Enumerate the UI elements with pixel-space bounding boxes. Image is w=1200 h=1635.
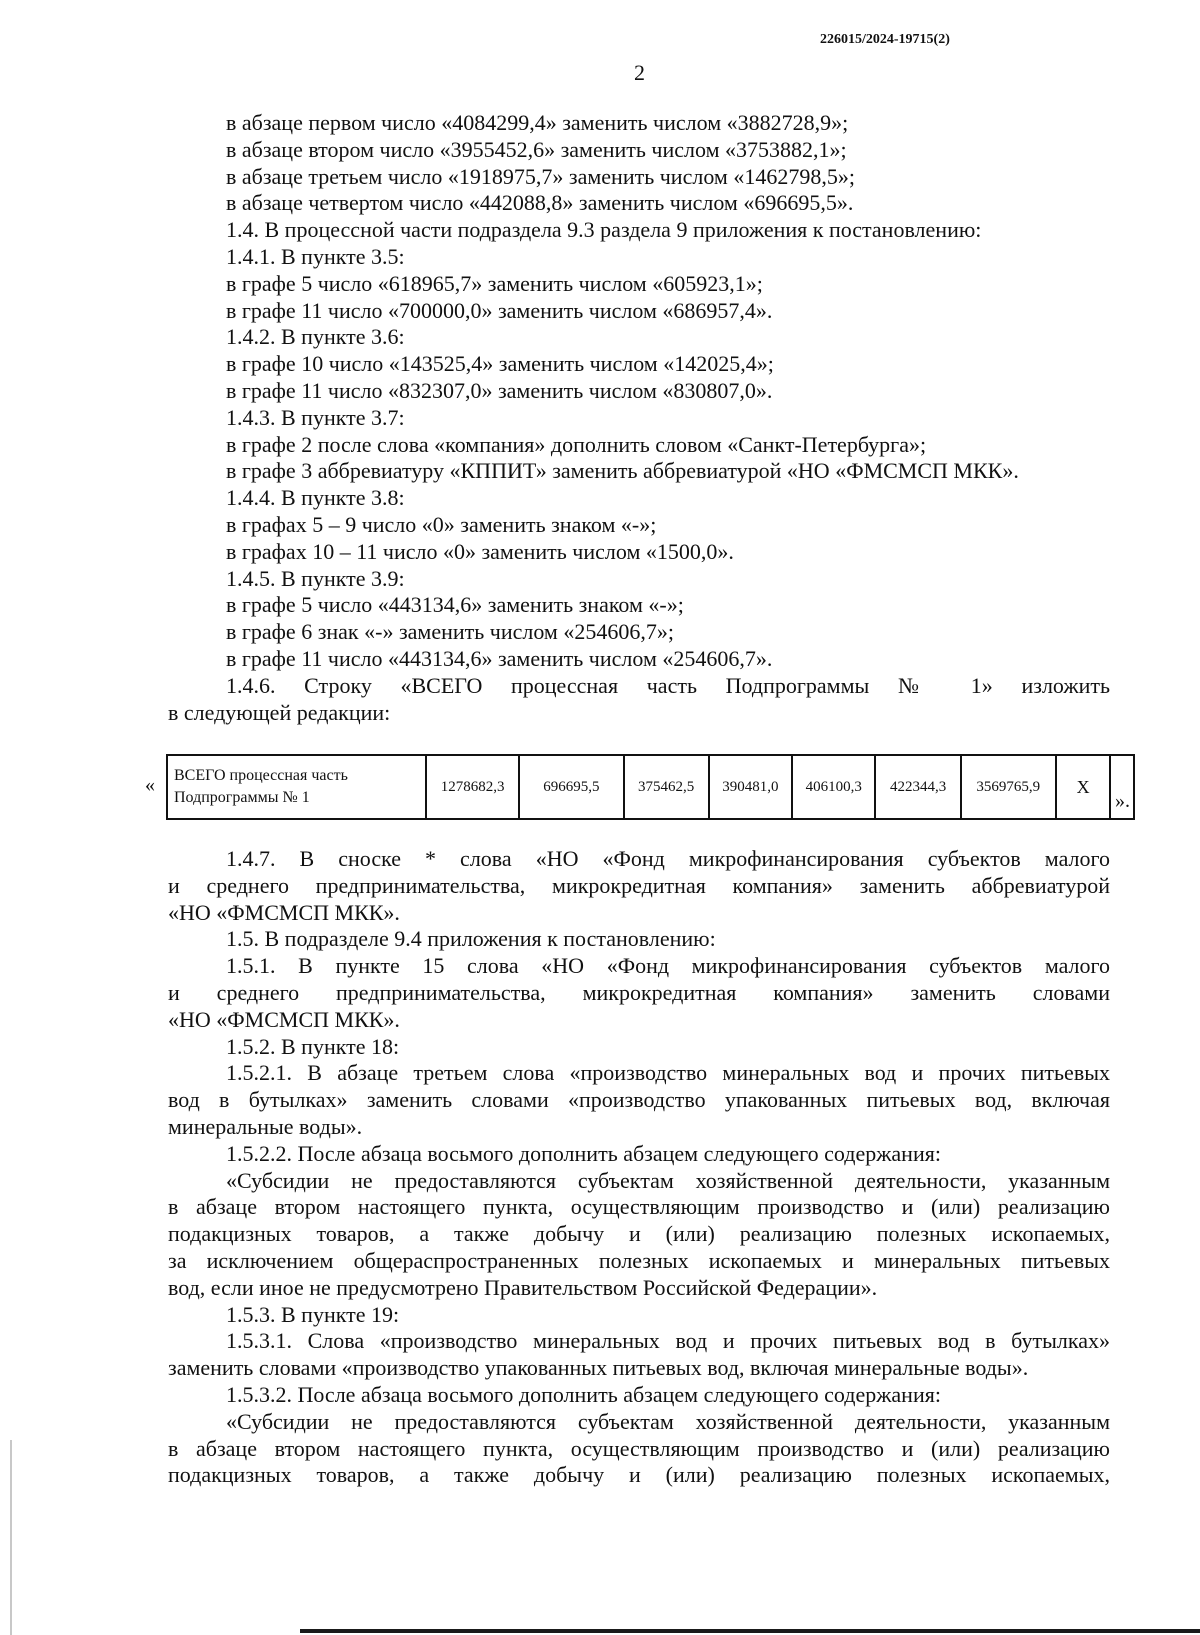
amendments-bottom xyxy=(168,846,1110,1489)
table-row xyxy=(167,755,1134,819)
paragraph-line: «Субсидии не предоставляются субъектам хозяйственной деятельности, указанным xyxy=(226,1167,1110,1193)
paragraph-line: и среднего предпринимательства, микрокредитная компания» заменить словами xyxy=(168,979,1110,1005)
paragraph-line: 1.4.5. В пункте 3.9: xyxy=(226,565,405,591)
paragraph-line: 1.5.2. В пункте 18: xyxy=(226,1033,400,1059)
paragraph-line: в графах 10 – 11 число «0» заменить числом «1500,0». xyxy=(226,538,734,564)
paragraph-line: 1.4.7. В сноске * слова «НО «Фонд микрофинансирования субъектов малого xyxy=(226,846,1110,871)
paragraph-line: «НО «ФМСМСП МКК». xyxy=(168,1006,400,1032)
value-cell: 422344,3 xyxy=(875,755,960,819)
paragraph-line: подакцизных товаров, а также добычу и (или) реализацию полезных ископаемых, xyxy=(168,1221,1110,1247)
paragraph-line: в абзаце четвертом число «442088,8» заменить числом «696695,5». xyxy=(226,190,854,216)
paragraph-line: в абзаце втором настоящего пункта, осуществляющим производство и (или) реализацию xyxy=(168,1194,1110,1220)
paragraph-line: 1.4.1. В пункте 3.5: xyxy=(226,243,405,269)
paragraph-line: 1.5.3.2. После абзаца восьмого дополнить абзацем следующего содержания: xyxy=(226,1381,941,1407)
amendments-top xyxy=(168,110,1110,726)
paragraph-line: за исключением общераспространенных полезных ископаемых и минеральных питьевых xyxy=(168,1247,1110,1273)
value-cell: 696695,5 xyxy=(519,755,623,819)
total-row-table-block xyxy=(145,754,1135,826)
value-cell: 375462,5 xyxy=(624,755,709,819)
value-cell: 3569765,9 xyxy=(961,755,1056,819)
paragraph-line: заменить словами «производство упакованных питьевых вод, включая минеральные воды». xyxy=(168,1355,1029,1381)
value-cell: 1278682,3 xyxy=(426,755,519,819)
paragraph-line: в графе 10 число «143525,4» заменить числом «142025,4»; xyxy=(226,351,774,377)
paragraph-line: 1.4.4. В пункте 3.8: xyxy=(226,485,405,511)
row-label-cell: ВСЕГО процессная часть Подпрограммы № 1 xyxy=(167,755,426,819)
value-cell: 406100,3 xyxy=(792,755,875,819)
paragraph-line: в абзаце втором настоящего пункта, осуществляющим производство и (или) реализацию xyxy=(168,1435,1110,1461)
paragraph-line: «Субсидии не предоставляются субъектам хозяйственной деятельности, указанным xyxy=(226,1408,1110,1434)
paragraph-line: вод, если иное не предусмотрено Правительством Российской Федерации». xyxy=(168,1274,878,1300)
paragraph-line: в графах 5 – 9 число «0» заменить знаком «-»; xyxy=(226,511,657,537)
paragraph-line: 1.4. В процессной части подраздела 9.3 раздела 9 приложения к постановлению: xyxy=(226,217,982,243)
paragraph-line: в графе 11 число «443134,6» заменить числом «254606,7». xyxy=(226,645,773,671)
closing-quote: ». xyxy=(1115,790,1130,812)
value-cell: 390481,0 xyxy=(709,755,792,819)
paragraph-line: 1.4.6. Строку «ВСЕГО процессная часть Подпрограммы № 1» изложить xyxy=(226,672,1110,698)
paragraph-line: в графе 11 число «832307,0» заменить числом «830807,0». xyxy=(226,377,773,403)
document-id: 226015/2024-19715(2) xyxy=(820,32,950,47)
scan-edge-mark xyxy=(10,1440,12,1635)
value-cell: X xyxy=(1056,755,1111,819)
paragraph-line: 1.5.3.1. Слова «производство минеральных вод и прочих питьевых вод в бутылках» xyxy=(226,1328,1110,1354)
paragraph-line: в графе 2 после слова «компания» дополнить словом «Санкт-Петербурга»; xyxy=(226,431,927,457)
paragraph-line: «НО «ФМСМСП МКК». xyxy=(168,899,400,925)
paragraph-line: в абзаце первом число «4084299,4» заменить числом «3882728,9»; xyxy=(226,110,849,135)
paragraph-line: подакцизных товаров, а также добычу и (или) реализацию полезных ископаемых, xyxy=(168,1462,1110,1488)
page-number: 2 xyxy=(634,60,645,85)
paragraph-line: вод в бутылках» заменить словами «производство упакованных питьевых вод, включая xyxy=(168,1087,1110,1113)
bottom-scan-rule xyxy=(300,1629,1200,1633)
paragraph-line: в абзаце втором число «3955452,6» заменить числом «3753882,1»; xyxy=(226,136,847,162)
paragraph-line: 1.5.2.1. В абзаце третьем слова «производство минеральных вод и прочих питьевых xyxy=(226,1060,1110,1086)
paragraph-line: 1.5.3. В пункте 19: xyxy=(226,1301,400,1327)
paragraph-line: в графе 5 число «443134,6» заменить знаком «-»; xyxy=(226,592,684,618)
paragraph-line: и среднего предпринимательства, микрокредитная компания» заменить аббревиатурой xyxy=(168,872,1110,898)
paragraph-line: в графе 11 число «700000,0» заменить числом «686957,4». xyxy=(226,297,773,323)
paragraph-line: в графе 3 аббревиатуру «КППИТ» заменить аббревиатурой «НО «ФМСМСП МКК». xyxy=(226,458,1019,484)
paragraph-line: 1.4.2. В пункте 3.6: xyxy=(226,324,405,350)
paragraph-line: 1.5. В подразделе 9.4 приложения к постановлению: xyxy=(226,926,716,952)
paragraph-line: в следующей редакции: xyxy=(168,699,391,725)
paragraph-line: минеральные воды». xyxy=(168,1113,363,1139)
total-row-table xyxy=(166,754,1135,820)
paragraph-line: 1.5.1. В пункте 15 слова «НО «Фонд микрофинансирования субъектов малого xyxy=(226,953,1110,979)
paragraph-line: в графе 6 знак «-» заменить числом «254606,7»; xyxy=(226,619,674,645)
paragraph-line: в графе 5 число «618965,7» заменить числом «605923,1»; xyxy=(226,270,763,296)
paragraph-line: 1.5.2.2. После абзаца восьмого дополнить абзацем следующего содержания: xyxy=(226,1140,941,1166)
paragraph-line: 1.4.3. В пункте 3.7: xyxy=(226,404,405,430)
opening-quote: « xyxy=(145,774,155,796)
paragraph-line: в абзаце третьем число «1918975,7» заменить числом «1462798,5»; xyxy=(226,163,855,189)
